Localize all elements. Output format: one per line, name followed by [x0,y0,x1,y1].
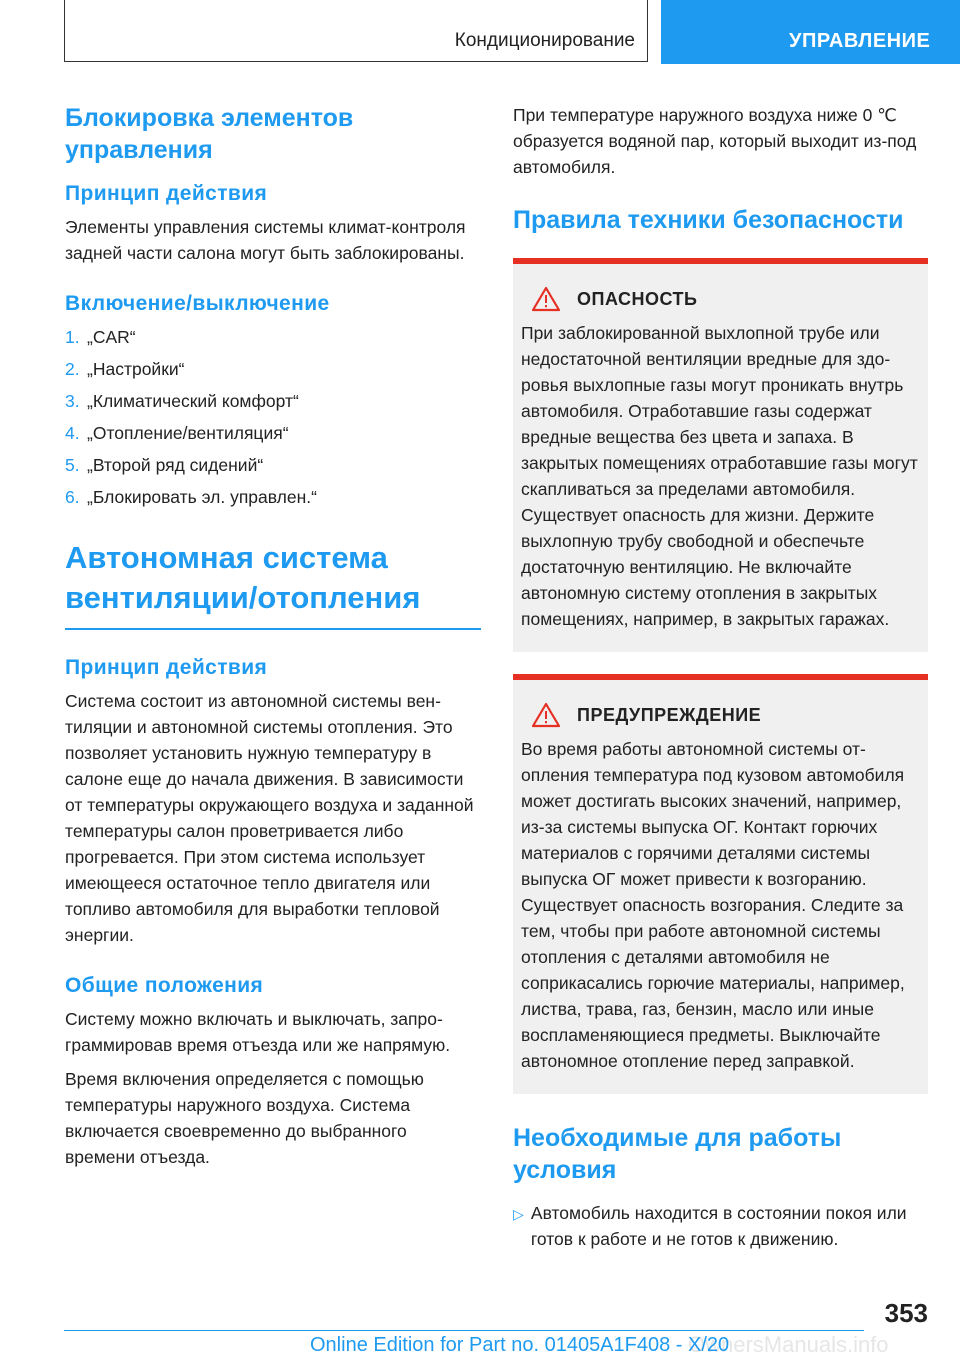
warning-header [521,702,920,728]
toggle-title: Включение/выключение [65,292,330,315]
steps-list [65,324,481,510]
list-item: 3. „Климатический комфорт“ [65,391,299,411]
requirements-title: Необходимые для работы условия [513,1124,842,1184]
footer-divider [64,1330,864,1331]
danger-box [513,258,928,652]
warning-text: Во время работы автономной системы отопления температура под кузовом автомобиля может достигать высоких значений, например, из-за системы выпуска ОГ. Контакт горючих материалов с горячими деталями системы выпуска ОГ может привести к возгоранию. Существует опасность возгорания. Следите за тем, чтобы при работе автономной системы отопления с деталями автомобиля не соприкасались горючие материалы, например, листва, трава, газ, бензин, масло или иные воспламеняющиеся предметы. Выключайте автономное отопление перед заправкой. [521,739,905,1071]
right-column [513,102,928,1252]
watermark: OwnersManuals.info [688,1332,889,1357]
list-item: ▷ Автомобиль находится в состоянии покоя или готов к работе и не готов к движению. [513,1200,928,1252]
lock-principle-text: Элементы управления системы климат-контроля задней части салона могут быть заблокированы. [65,217,466,263]
header-chapter-tab [661,0,960,64]
principle-text: Система состоит из автономной системы вентиляции и автономной системы отопления. Это позволяет установить нужную температуру в салоне еще до начала движения. В зависимости от температуры окружающего воздуха и заданной температуры салон проветривается либо прогревается. При этом система использует имеющееся остаточное тепло двигателя или топливо автомобиля для выработки тепловой энергии. [65,691,474,945]
danger-title: ОПАСНОСТЬ [577,288,698,309]
list-item: 1. „CAR“ [65,327,136,347]
chapter-title: Автономная система вентиляции/отопления [65,538,481,630]
header-section-label: Кондиционирование [454,30,635,51]
danger-header [521,286,920,312]
danger-text: При заблокированной выхлопной трубе или недостаточной вентиляции вредные для здоровья выхлопные газы могут проникать внутрь автомобиля. Отработавшие газы содержат вредные вещества без цвета и запаха. В закрытых помещениях отработавшие газы могут скапливаться за пределами автомобиля. Существует опасность для жизни. Держите выхлопную трубу свободной и обеспечьте достаточную вентиляцию. Не включайте автономную систему отопления в закрытых помещениях, например, в закрытых гаражах. [521,323,918,629]
general-title: Общие положения [65,974,264,997]
list-item: 6. „Блокировать эл. управлен.“ [65,487,317,507]
principle-title: Принцип действия [65,656,268,679]
lock-principle-title: Принцип действия [65,182,268,205]
footer-edition-link[interactable]: Online Edition for Part no. 01405A1F408 - X/20 [310,1334,730,1356]
triangle-bullet-icon: ▷ [513,1206,524,1222]
list-item: 2. „Настройки“ [65,359,185,379]
lock-title: Блокировка элементов управления [65,104,354,164]
requirements-list [513,1200,928,1252]
general-text-2: Время включения определяется с помощью температуры наружного воздуха. Система включается своевременно до выбранного времени отъезда. [65,1069,424,1167]
header-section-tab [64,0,648,62]
general-text-1: Систему можно включать и выключать, запрограммировав время отъезда или же напрямую. [65,1009,451,1055]
intro-text: При температуре наружного воздуха ниже 0 ℃ образуется водяной пар, который выходит из-под автомобиля. [513,105,917,177]
warning-box [513,674,928,1094]
warning-triangle-icon [531,286,561,312]
left-column [65,102,481,1178]
header-chapter-label: УПРАВЛЕНИЕ [789,30,931,52]
warning-triangle-icon [531,702,561,728]
list-item: 4. „Отопление/вентиляция“ [65,423,289,443]
page-number: 353 [884,1298,928,1328]
list-item: 5. „Второй ряд сидений“ [65,455,264,475]
warning-title: ПРЕДУПРЕЖДЕНИЕ [577,704,762,725]
safety-title: Правила техники безопасности [513,206,904,234]
